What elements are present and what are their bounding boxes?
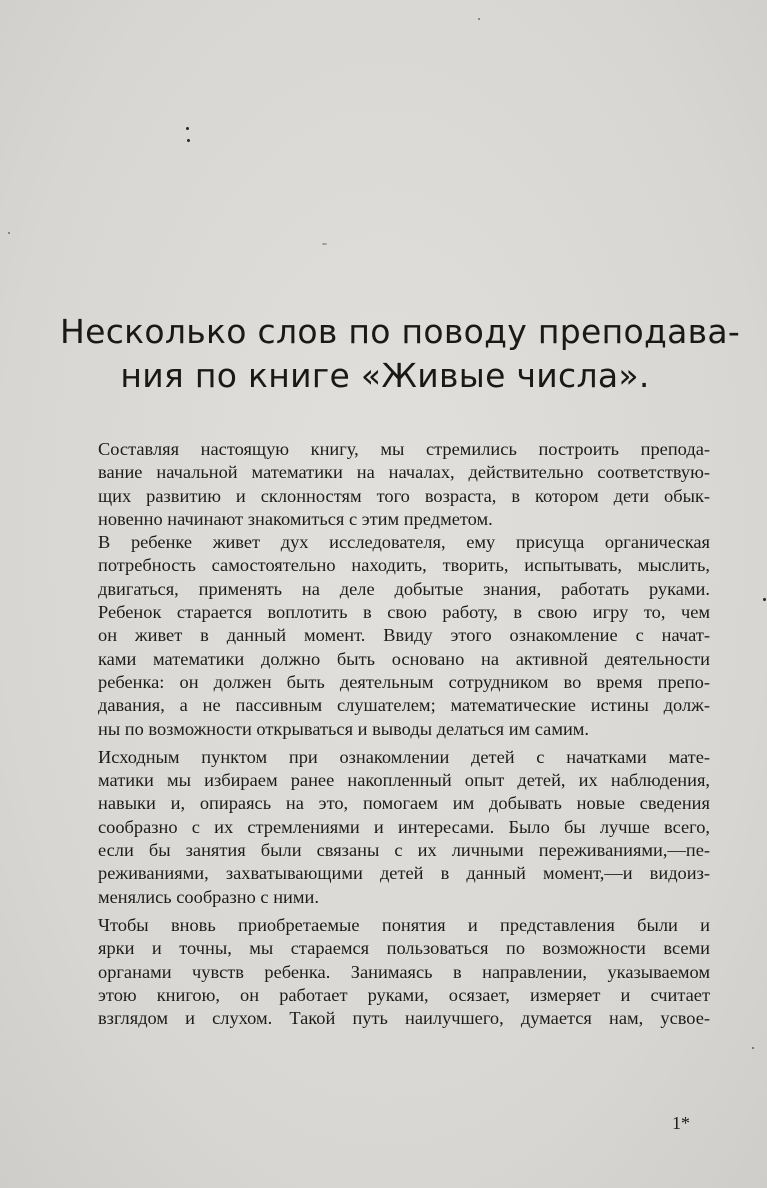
text-line: если бы занятия были связаны с их личными переживаниями,—пе- bbox=[98, 840, 710, 861]
text-line: ярки и точны, мы стараемся пользоваться по возможности всеми bbox=[98, 938, 710, 959]
print-speck bbox=[763, 598, 766, 601]
text-line: Составляя настоящую книгу, мы стремились построить препода- bbox=[98, 439, 710, 459]
paragraph-2 bbox=[98, 531, 710, 741]
text-line: менялись сообразно с ними. bbox=[98, 886, 319, 907]
text-line: Ребенок старается воплотить в свою работу, в свою игру то, чем bbox=[98, 602, 710, 623]
print-speck bbox=[322, 243, 327, 245]
text-line: навыки и, опираясь на это, помогаем им добывать новые сведения bbox=[98, 793, 710, 814]
text-line: двигаться, применять на деле добытые знания, работать руками. bbox=[98, 578, 710, 599]
text-line: он живет в данный момент. Ввиду этого ознакомление с начат- bbox=[98, 625, 710, 646]
print-speck bbox=[186, 127, 189, 130]
paragraph-3 bbox=[98, 746, 710, 909]
text-line: сообразно с их стремлениями и интересами. Было бы лучше всего, bbox=[98, 816, 710, 837]
text-line: ребенка: он должен быть деятельным сотрудником во время препо- bbox=[98, 671, 710, 692]
text-line: ны по возможности открываться и выводы делаться им самим. bbox=[98, 718, 590, 739]
text-line: матики мы избираем ранее накопленный опыт детей, их наблюдения, bbox=[98, 770, 710, 791]
text-line: Чтобы вновь приобретаемые понятия и представления были и bbox=[98, 914, 710, 935]
chapter-title bbox=[60, 310, 741, 398]
paragraph-4 bbox=[98, 914, 710, 1030]
text-line: давания, а не пассивным слушателем; математические истины долж- bbox=[98, 695, 710, 716]
print-speck bbox=[187, 139, 190, 142]
text-line: новенно начинают знакомиться с этим предметом. bbox=[98, 508, 493, 529]
print-speck bbox=[8, 232, 10, 234]
page-number: 1* bbox=[672, 1113, 690, 1133]
text-line: ками математики должно быть основано на активной деятельности bbox=[98, 648, 710, 669]
text-line: реживаниями, захватывающими детей в данный момент,—и видоиз- bbox=[98, 863, 710, 884]
text-line: В ребенке живет дух исследователя, ему присуща органическая bbox=[98, 532, 710, 553]
text-line: этою книгою, он работает руками, осязает, измеряет и считает bbox=[98, 984, 710, 1005]
print-speck bbox=[478, 18, 480, 20]
text-line: потребность самостоятельно находить, творить, испытывать, мыслить, bbox=[98, 555, 710, 576]
chapter-title-line-1: Несколько слов по поводу преподава- bbox=[60, 312, 741, 351]
text-line: органами чувств ребенка. Занимаясь в направлении, указываемом bbox=[98, 961, 710, 982]
text-line: вание начальной математики на началах, действительно соответствую- bbox=[98, 462, 710, 483]
chapter-title-line-2: ния по книге «Живые числа». bbox=[120, 356, 650, 395]
print-speck bbox=[752, 1047, 754, 1049]
text-line: Исходным пунктом при ознакомлении детей с начатками мате- bbox=[98, 746, 710, 767]
text-line: взглядом и слухом. Такой путь наилучшего, думается нам, усвое- bbox=[98, 1008, 710, 1029]
paragraph-1 bbox=[98, 438, 710, 531]
body-text bbox=[98, 438, 710, 1030]
text-line: щих развитию и склонностям того возраста, в котором дети обык- bbox=[98, 485, 710, 506]
